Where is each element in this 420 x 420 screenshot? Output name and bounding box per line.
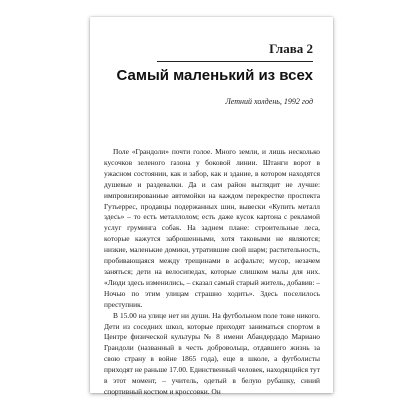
- title-divider: [157, 61, 313, 62]
- paragraph: Поле «Грандоли» почти голое. Много земли, и лишь несколько кусочков зеленого газона у боковой линии. Штанги ворот в ужасном состоянии, как и забор, как и здание, в котором находятся душевые и раздевалки. Да и сам район выглядит не лучше: импровизированные автомойки на каждом перекрестке проспекта Гутьеррес, продавцы подержанных шин, вывески «Купить металл здесь» – то есть металлолом; есть даже кусок картона с рекламой услуг груминга собак. На заднем плане: строительные леса, которые кажутся заброшенными, хотя таковыми не являются; низкие, маленькие домики, утратившие свой шарм; растительность, пробивающаяся между трещинами в асфальте; мусор, незачем заняться; дети на велосипедах, которые слишком малы для них. «Люди здесь изменились, – сказал самый старый житель, добавив: – Ночью по этим улицам страшно ходить». Здесь поселилось преступник.: [104, 147, 320, 309]
- body-text: [104, 147, 320, 398]
- chapter-number: Глава 2: [269, 41, 313, 56]
- chapter-title: Самый маленький из всех: [116, 67, 313, 84]
- book-page: [90, 17, 333, 396]
- chapter-epigraph: Летний холдень, 1992 год: [225, 97, 313, 106]
- paragraph: В 15.00 на улице нет ни души. На футбольном поле тоже никого. Дети из соседних школ, которые приходят заниматься спортом в Центре физической культуры № 8 имени Абандердадо Мариано Грандоли (названный в честь добровольца, отдавшего жизнь за свою страну в войне 1865 года), еще в школе, а футболисты приходят не раньше 17.00. Единственный человек, находящийся тут в этот момент, – учитель, одетый в белую рубашку, синий спортивный костюм и кроссовки. Он: [104, 310, 320, 396]
